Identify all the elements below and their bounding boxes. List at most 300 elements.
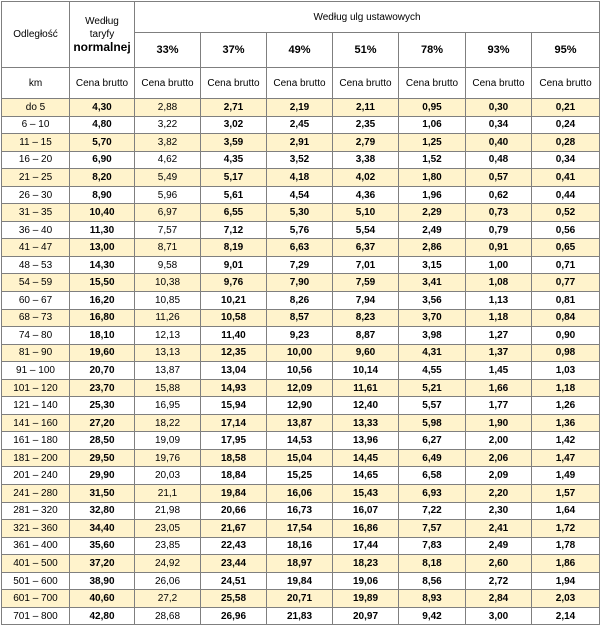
distance-header: Odległość xyxy=(2,2,70,68)
discount-fare-cell: 23,05 xyxy=(135,520,201,538)
discount-fare-cell: 1,13 xyxy=(466,292,532,310)
discount-fare-cell: 3,00 xyxy=(466,607,532,625)
discount-fare-cell: 8,93 xyxy=(399,590,466,608)
normal-fare-cell: 27,20 xyxy=(70,414,135,432)
discount-fare-cell: 2,03 xyxy=(532,590,600,608)
discount-fare-cell: 0,79 xyxy=(466,221,532,239)
discount-fare-cell: 9,60 xyxy=(333,344,399,362)
normal-fare-cell: 13,00 xyxy=(70,239,135,257)
table-row xyxy=(2,186,600,204)
discount-fare-cell: 15,88 xyxy=(135,379,201,397)
discount-fare-cell: 4,18 xyxy=(267,169,333,187)
discount-fare-cell: 1,03 xyxy=(532,362,600,380)
price-gross-label: Cena brutto xyxy=(70,68,135,99)
discount-fare-cell: 20,71 xyxy=(267,590,333,608)
distance-cell: 74 – 80 xyxy=(2,327,70,345)
discount-fare-cell: 1,52 xyxy=(399,151,466,169)
table-row xyxy=(2,572,600,590)
percent-header: 49% xyxy=(267,33,333,68)
discount-fare-cell: 7,59 xyxy=(333,274,399,292)
normal-fare-cell: 25,30 xyxy=(70,397,135,415)
discount-fare-cell: 6,63 xyxy=(267,239,333,257)
discount-fare-cell: 2,19 xyxy=(267,99,333,117)
table-row xyxy=(2,397,600,415)
unit-header-row xyxy=(2,68,600,99)
table-row xyxy=(2,309,600,327)
distance-cell: 361 – 400 xyxy=(2,537,70,555)
discount-fare-cell: 3,56 xyxy=(399,292,466,310)
normal-fare-cell: 16,20 xyxy=(70,292,135,310)
distance-cell: do 5 xyxy=(2,99,70,117)
normal-fare-header-label: Według taryfy xyxy=(85,16,119,40)
discount-header: Według ulg ustawowych xyxy=(135,2,600,33)
discount-fare-cell: 26,06 xyxy=(135,572,201,590)
normal-fare-cell: 5,70 xyxy=(70,134,135,152)
discount-fare-cell: 5,30 xyxy=(267,204,333,222)
distance-cell: 26 – 30 xyxy=(2,186,70,204)
normal-fare-cell: 19,60 xyxy=(70,344,135,362)
table-row xyxy=(2,485,600,503)
discount-fare-cell: 1,18 xyxy=(532,379,600,397)
discount-fare-cell: 14,53 xyxy=(267,432,333,450)
discount-fare-cell: 11,26 xyxy=(135,309,201,327)
discount-fare-cell: 13,96 xyxy=(333,432,399,450)
table-row xyxy=(2,99,600,117)
discount-fare-cell: 6,97 xyxy=(135,204,201,222)
table-row xyxy=(2,116,600,134)
discount-fare-cell: 4,36 xyxy=(333,186,399,204)
price-gross-label: Cena brutto xyxy=(466,68,532,99)
discount-fare-cell: 16,95 xyxy=(135,397,201,415)
discount-fare-cell: 18,16 xyxy=(267,537,333,555)
discount-fare-cell: 24,51 xyxy=(201,572,267,590)
discount-fare-cell: 5,21 xyxy=(399,379,466,397)
discount-fare-cell: 5,96 xyxy=(135,186,201,204)
discount-fare-cell: 8,87 xyxy=(333,327,399,345)
price-gross-label: Cena brutto xyxy=(399,68,466,99)
discount-fare-cell: 0,98 xyxy=(532,344,600,362)
discount-fare-cell: 21,98 xyxy=(135,502,201,520)
discount-fare-cell: 17,95 xyxy=(201,432,267,450)
discount-fare-cell: 1,90 xyxy=(466,414,532,432)
discount-fare-cell: 25,58 xyxy=(201,590,267,608)
price-gross-label: Cena brutto xyxy=(135,68,201,99)
normal-fare-cell: 42,80 xyxy=(70,607,135,625)
discount-fare-cell: 7,29 xyxy=(267,256,333,274)
discount-fare-cell: 3,70 xyxy=(399,309,466,327)
discount-fare-cell: 8,56 xyxy=(399,572,466,590)
discount-fare-cell: 0,21 xyxy=(532,99,600,117)
discount-fare-cell: 23,44 xyxy=(201,555,267,573)
distance-cell: 6 – 10 xyxy=(2,116,70,134)
percent-header: 78% xyxy=(399,33,466,68)
discount-fare-cell: 2,79 xyxy=(333,134,399,152)
discount-fare-cell: 0,77 xyxy=(532,274,600,292)
table-row xyxy=(2,256,600,274)
percent-header: 37% xyxy=(201,33,267,68)
discount-fare-cell: 10,85 xyxy=(135,292,201,310)
discount-fare-cell: 7,94 xyxy=(333,292,399,310)
discount-fare-cell: 7,83 xyxy=(399,537,466,555)
km-unit-label: km xyxy=(2,68,70,99)
distance-cell: 101 – 120 xyxy=(2,379,70,397)
discount-fare-cell: 11,40 xyxy=(201,327,267,345)
discount-fare-cell: 16,86 xyxy=(333,520,399,538)
normal-fare-cell: 11,30 xyxy=(70,221,135,239)
discount-fare-cell: 15,04 xyxy=(267,449,333,467)
discount-fare-cell: 2,84 xyxy=(466,590,532,608)
discount-fare-cell: 15,25 xyxy=(267,467,333,485)
price-gross-label: Cena brutto xyxy=(333,68,399,99)
table-row xyxy=(2,344,600,362)
table-row xyxy=(2,292,600,310)
discount-fare-cell: 15,43 xyxy=(333,485,399,503)
discount-fare-cell: 9,58 xyxy=(135,256,201,274)
normal-fare-cell: 14,30 xyxy=(70,256,135,274)
percent-header: 95% xyxy=(532,33,600,68)
discount-fare-cell: 2,14 xyxy=(532,607,600,625)
table-row xyxy=(2,169,600,187)
normal-fare-cell: 38,90 xyxy=(70,572,135,590)
discount-fare-cell: 8,23 xyxy=(333,309,399,327)
discount-fare-cell: 22,43 xyxy=(201,537,267,555)
discount-fare-cell: 6,37 xyxy=(333,239,399,257)
discount-fare-cell: 17,44 xyxy=(333,537,399,555)
table-row xyxy=(2,607,600,625)
price-gross-label: Cena brutto xyxy=(532,68,600,99)
discount-fare-cell: 10,00 xyxy=(267,344,333,362)
discount-fare-cell: 21,67 xyxy=(201,520,267,538)
discount-fare-cell: 2,86 xyxy=(399,239,466,257)
discount-fare-cell: 19,06 xyxy=(333,572,399,590)
discount-fare-cell: 2,71 xyxy=(201,99,267,117)
discount-fare-cell: 20,66 xyxy=(201,502,267,520)
discount-fare-cell: 6,27 xyxy=(399,432,466,450)
discount-fare-cell: 19,09 xyxy=(135,432,201,450)
discount-fare-cell: 16,06 xyxy=(267,485,333,503)
discount-fare-cell: 12,35 xyxy=(201,344,267,362)
discount-fare-cell: 1,08 xyxy=(466,274,532,292)
discount-fare-cell: 0,62 xyxy=(466,186,532,204)
discount-fare-cell: 1,72 xyxy=(532,520,600,538)
distance-cell: 21 – 25 xyxy=(2,169,70,187)
discount-fare-cell: 15,94 xyxy=(201,397,267,415)
distance-cell: 41 – 47 xyxy=(2,239,70,257)
discount-fare-cell: 3,41 xyxy=(399,274,466,292)
distance-cell: 281 – 320 xyxy=(2,502,70,520)
normal-fare-cell: 37,20 xyxy=(70,555,135,573)
normal-fare-header-strong: normalnej xyxy=(73,40,131,54)
distance-cell: 161 – 180 xyxy=(2,432,70,450)
discount-fare-cell: 28,68 xyxy=(135,607,201,625)
discount-fare-cell: 3,52 xyxy=(267,151,333,169)
table-row xyxy=(2,502,600,520)
discount-fare-cell: 1,66 xyxy=(466,379,532,397)
discount-fare-cell: 2,72 xyxy=(466,572,532,590)
distance-cell: 321 – 360 xyxy=(2,520,70,538)
discount-fare-cell: 8,71 xyxy=(135,239,201,257)
discount-fare-cell: 12,40 xyxy=(333,397,399,415)
discount-fare-cell: 0,24 xyxy=(532,116,600,134)
distance-cell: 141 – 160 xyxy=(2,414,70,432)
fare-table xyxy=(1,1,600,625)
discount-fare-cell: 16,73 xyxy=(267,502,333,520)
distance-cell: 31 – 35 xyxy=(2,204,70,222)
discount-fare-cell: 5,57 xyxy=(399,397,466,415)
table-row xyxy=(2,204,600,222)
discount-fare-cell: 4,62 xyxy=(135,151,201,169)
discount-fare-cell: 6,55 xyxy=(201,204,267,222)
discount-fare-cell: 0,52 xyxy=(532,204,600,222)
discount-fare-cell: 27,2 xyxy=(135,590,201,608)
discount-fare-cell: 12,13 xyxy=(135,327,201,345)
table-row xyxy=(2,274,600,292)
discount-fare-cell: 13,33 xyxy=(333,414,399,432)
discount-fare-cell: 18,84 xyxy=(201,467,267,485)
distance-cell: 60 – 67 xyxy=(2,292,70,310)
table-row xyxy=(2,221,600,239)
discount-fare-cell: 1,45 xyxy=(466,362,532,380)
discount-fare-cell: 0,40 xyxy=(466,134,532,152)
discount-fare-cell: 1,94 xyxy=(532,572,600,590)
discount-fare-cell: 1,77 xyxy=(466,397,532,415)
discount-fare-cell: 6,93 xyxy=(399,485,466,503)
discount-fare-cell: 18,58 xyxy=(201,449,267,467)
discount-fare-cell: 1,27 xyxy=(466,327,532,345)
discount-fare-cell: 13,87 xyxy=(267,414,333,432)
table-row xyxy=(2,555,600,573)
discount-fare-cell: 0,48 xyxy=(466,151,532,169)
discount-fare-cell: 0,34 xyxy=(532,151,600,169)
distance-cell: 701 – 800 xyxy=(2,607,70,625)
discount-fare-cell: 4,55 xyxy=(399,362,466,380)
distance-cell: 91 – 100 xyxy=(2,362,70,380)
discount-fare-cell: 0,91 xyxy=(466,239,532,257)
discount-fare-cell: 18,97 xyxy=(267,555,333,573)
discount-fare-cell: 3,02 xyxy=(201,116,267,134)
discount-fare-cell: 20,97 xyxy=(333,607,399,625)
discount-fare-cell: 9,23 xyxy=(267,327,333,345)
distance-cell: 121 – 140 xyxy=(2,397,70,415)
table-row xyxy=(2,520,600,538)
discount-fare-cell: 19,76 xyxy=(135,449,201,467)
discount-fare-cell: 4,35 xyxy=(201,151,267,169)
table-row xyxy=(2,449,600,467)
discount-fare-cell: 1,25 xyxy=(399,134,466,152)
discount-fare-cell: 3,15 xyxy=(399,256,466,274)
discount-fare-cell: 3,98 xyxy=(399,327,466,345)
discount-fare-cell: 21,1 xyxy=(135,485,201,503)
table-row xyxy=(2,362,600,380)
discount-fare-cell: 6,58 xyxy=(399,467,466,485)
distance-cell: 68 – 73 xyxy=(2,309,70,327)
fare-table-body xyxy=(2,99,600,625)
discount-fare-cell: 24,92 xyxy=(135,555,201,573)
discount-fare-cell: 8,18 xyxy=(399,555,466,573)
discount-fare-cell: 5,54 xyxy=(333,221,399,239)
discount-fare-cell: 0,71 xyxy=(532,256,600,274)
discount-fare-cell: 1,06 xyxy=(399,116,466,134)
percent-header: 51% xyxy=(333,33,399,68)
discount-fare-cell: 10,58 xyxy=(201,309,267,327)
discount-fare-cell: 3,59 xyxy=(201,134,267,152)
discount-fare-cell: 1,64 xyxy=(532,502,600,520)
normal-fare-cell: 34,40 xyxy=(70,520,135,538)
discount-fare-cell: 17,14 xyxy=(201,414,267,432)
distance-cell: 241 – 280 xyxy=(2,485,70,503)
discount-fare-cell: 2,09 xyxy=(466,467,532,485)
table-row xyxy=(2,327,600,345)
discount-fare-cell: 1,26 xyxy=(532,397,600,415)
distance-cell: 16 – 20 xyxy=(2,151,70,169)
discount-fare-cell: 0,28 xyxy=(532,134,600,152)
discount-fare-cell: 23,85 xyxy=(135,537,201,555)
table-row xyxy=(2,134,600,152)
discount-fare-cell: 4,54 xyxy=(267,186,333,204)
discount-fare-cell: 4,31 xyxy=(399,344,466,362)
discount-fare-cell: 13,04 xyxy=(201,362,267,380)
distance-cell: 401 – 500 xyxy=(2,555,70,573)
normal-fare-cell: 15,50 xyxy=(70,274,135,292)
discount-fare-cell: 2,88 xyxy=(135,99,201,117)
discount-fare-cell: 6,49 xyxy=(399,449,466,467)
normal-fare-cell: 29,90 xyxy=(70,467,135,485)
discount-fare-cell: 13,87 xyxy=(135,362,201,380)
price-gross-label: Cena brutto xyxy=(267,68,333,99)
discount-fare-cell: 1,96 xyxy=(399,186,466,204)
discount-fare-cell: 5,61 xyxy=(201,186,267,204)
discount-fare-cell: 0,65 xyxy=(532,239,600,257)
discount-fare-cell: 0,41 xyxy=(532,169,600,187)
normal-fare-header xyxy=(70,2,135,68)
discount-fare-cell: 1,00 xyxy=(466,256,532,274)
discount-fare-cell: 8,57 xyxy=(267,309,333,327)
discount-fare-cell: 7,12 xyxy=(201,221,267,239)
discount-fare-cell: 9,01 xyxy=(201,256,267,274)
discount-fare-cell: 10,14 xyxy=(333,362,399,380)
normal-fare-cell: 28,50 xyxy=(70,432,135,450)
discount-fare-cell: 2,11 xyxy=(333,99,399,117)
discount-fare-cell: 2,49 xyxy=(399,221,466,239)
table-row xyxy=(2,537,600,555)
discount-fare-cell: 9,42 xyxy=(399,607,466,625)
discount-fare-cell: 18,23 xyxy=(333,555,399,573)
table-row xyxy=(2,432,600,450)
discount-fare-cell: 0,56 xyxy=(532,221,600,239)
distance-cell: 36 – 40 xyxy=(2,221,70,239)
discount-fare-cell: 1,86 xyxy=(532,555,600,573)
discount-fare-cell: 2,20 xyxy=(466,485,532,503)
discount-fare-cell: 4,02 xyxy=(333,169,399,187)
discount-fare-cell: 3,38 xyxy=(333,151,399,169)
normal-fare-cell: 6,90 xyxy=(70,151,135,169)
normal-fare-cell: 29,50 xyxy=(70,449,135,467)
discount-fare-cell: 2,30 xyxy=(466,502,532,520)
discount-fare-cell: 7,22 xyxy=(399,502,466,520)
discount-fare-cell: 0,34 xyxy=(466,116,532,134)
normal-fare-cell: 32,80 xyxy=(70,502,135,520)
price-gross-label: Cena brutto xyxy=(201,68,267,99)
discount-fare-cell: 12,90 xyxy=(267,397,333,415)
discount-fare-cell: 9,76 xyxy=(201,274,267,292)
discount-fare-cell: 1,36 xyxy=(532,414,600,432)
discount-fare-cell: 2,06 xyxy=(466,449,532,467)
discount-fare-cell: 2,41 xyxy=(466,520,532,538)
discount-fare-cell: 10,21 xyxy=(201,292,267,310)
discount-fare-cell: 8,26 xyxy=(267,292,333,310)
discount-fare-cell: 2,29 xyxy=(399,204,466,222)
normal-fare-cell: 16,80 xyxy=(70,309,135,327)
discount-fare-cell: 5,76 xyxy=(267,221,333,239)
distance-cell: 181 – 200 xyxy=(2,449,70,467)
percent-header: 93% xyxy=(466,33,532,68)
discount-fare-cell: 0,44 xyxy=(532,186,600,204)
discount-fare-cell: 1,80 xyxy=(399,169,466,187)
normal-fare-cell: 18,10 xyxy=(70,327,135,345)
discount-fare-cell: 19,84 xyxy=(201,485,267,503)
table-row xyxy=(2,467,600,485)
table-row xyxy=(2,414,600,432)
normal-fare-cell: 20,70 xyxy=(70,362,135,380)
discount-fare-cell: 21,83 xyxy=(267,607,333,625)
discount-fare-cell: 0,90 xyxy=(532,327,600,345)
discount-fare-cell: 7,90 xyxy=(267,274,333,292)
discount-fare-cell: 5,49 xyxy=(135,169,201,187)
normal-fare-cell: 4,30 xyxy=(70,99,135,117)
discount-fare-cell: 1,78 xyxy=(532,537,600,555)
discount-fare-cell: 19,84 xyxy=(267,572,333,590)
discount-fare-cell: 14,93 xyxy=(201,379,267,397)
normal-fare-cell: 40,60 xyxy=(70,590,135,608)
discount-fare-cell: 12,09 xyxy=(267,379,333,397)
discount-fare-cell: 17,54 xyxy=(267,520,333,538)
discount-fare-cell: 20,03 xyxy=(135,467,201,485)
discount-fare-cell: 26,96 xyxy=(201,607,267,625)
discount-fare-cell: 5,98 xyxy=(399,414,466,432)
normal-fare-cell: 10,40 xyxy=(70,204,135,222)
discount-fare-cell: 11,61 xyxy=(333,379,399,397)
discount-fare-cell: 3,82 xyxy=(135,134,201,152)
discount-fare-cell: 1,49 xyxy=(532,467,600,485)
distance-cell: 81 – 90 xyxy=(2,344,70,362)
discount-fare-cell: 5,10 xyxy=(333,204,399,222)
discount-fare-cell: 1,18 xyxy=(466,309,532,327)
header-row-top xyxy=(2,2,600,33)
normal-fare-cell: 8,90 xyxy=(70,186,135,204)
discount-fare-cell: 0,81 xyxy=(532,292,600,310)
discount-fare-cell: 13,13 xyxy=(135,344,201,362)
normal-fare-cell: 8,20 xyxy=(70,169,135,187)
discount-fare-cell: 2,49 xyxy=(466,537,532,555)
distance-cell: 11 – 15 xyxy=(2,134,70,152)
table-row xyxy=(2,379,600,397)
discount-fare-cell: 14,65 xyxy=(333,467,399,485)
distance-cell: 48 – 53 xyxy=(2,256,70,274)
discount-fare-cell: 2,91 xyxy=(267,134,333,152)
normal-fare-cell: 4,80 xyxy=(70,116,135,134)
discount-fare-cell: 14,45 xyxy=(333,449,399,467)
discount-fare-cell: 1,42 xyxy=(532,432,600,450)
discount-fare-cell: 10,56 xyxy=(267,362,333,380)
discount-fare-cell: 16,07 xyxy=(333,502,399,520)
discount-fare-cell: 7,01 xyxy=(333,256,399,274)
discount-fare-cell: 2,00 xyxy=(466,432,532,450)
discount-fare-cell: 10,38 xyxy=(135,274,201,292)
discount-fare-cell: 2,60 xyxy=(466,555,532,573)
discount-fare-cell: 18,22 xyxy=(135,414,201,432)
percent-header: 33% xyxy=(135,33,201,68)
distance-cell: 601 – 700 xyxy=(2,590,70,608)
